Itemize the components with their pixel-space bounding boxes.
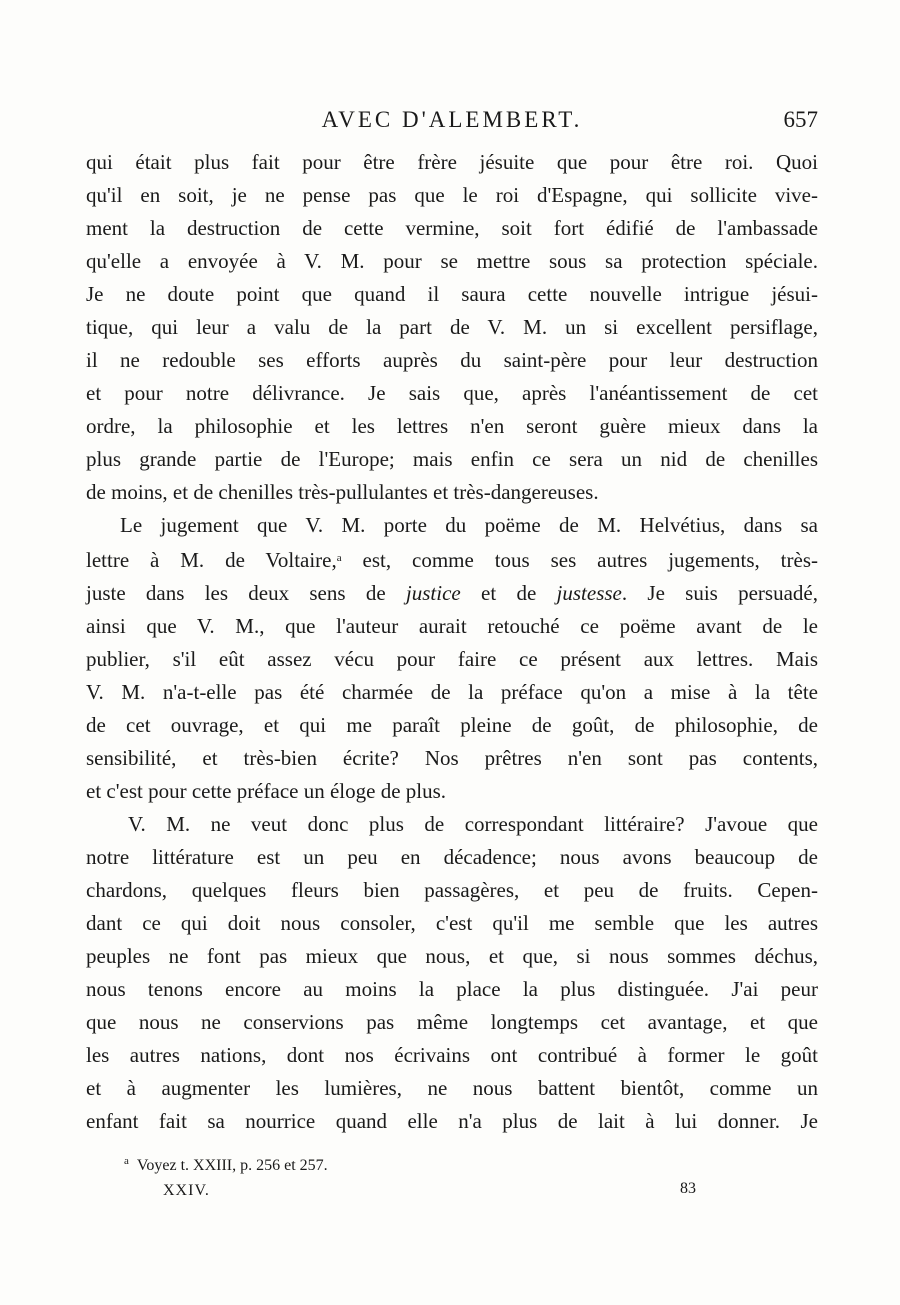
text-line: chardons, quelques fleurs bien passagères, et peu de fruits. Cepen- (86, 878, 818, 902)
signature-mark: XXIV. (163, 1182, 210, 1199)
text-line: qu'elle a envoyée à V. M. pour se mettre sous sa protection spéciale. (86, 249, 818, 273)
page-number: 657 (783, 107, 818, 132)
running-title: AVEC D'ALEMBERT. (321, 107, 583, 132)
body-text (86, 146, 818, 1138)
text-line: les autres nations, dont nos écrivains ont contribué à former le goût (86, 1043, 818, 1067)
footnote-marker: a (336, 552, 342, 564)
paragraph-3 (86, 808, 818, 1138)
text-line: V. M. ne veut donc plus de correspondant littéraire? J'avoue que (128, 812, 818, 836)
text-run: . Je suis persuadé, (621, 581, 818, 605)
text-line (86, 577, 818, 610)
text-line: et c'est pour cette préface un éloge de plus. (86, 779, 447, 803)
text-line: V. M. n'a-t-elle pas été charmée de la préface qu'on a mise à la tête (86, 680, 818, 704)
text-line: et à augmenter les lumières, ne nous battent bientôt, comme un (86, 1076, 818, 1100)
text-line: Le jugement que V. M. porte du poëme de M. Helvétius, dans sa (120, 513, 818, 537)
text-line: sensibilité, et très-bien écrite? Nos prêtres n'en sont pas contents, (86, 746, 818, 770)
italic-word: justesse (556, 581, 622, 605)
text-line: enfant fait sa nourrice quand elle n'a plus de lait à lui donner. Je (86, 1109, 818, 1133)
text-line: de moins, et de chenilles très-pullulantes et très-dangereuses. (86, 480, 599, 504)
footnote-text: Voyez t. XXIII, p. 256 et 257. (136, 1157, 328, 1174)
text-line: qui était plus fait pour être frère jésuite que pour être roi. Quoi (86, 150, 818, 174)
text-line: de cet ouvrage, et qui me paraît pleine de goût, de philosophie, de (86, 713, 818, 737)
italic-word: justice (405, 581, 461, 605)
text-line: il ne redouble ses efforts auprès du saint-père pour leur destruction (86, 348, 818, 372)
text-run: juste dans les deux sens de (86, 581, 406, 605)
text-run: lettre à M. de Voltaire, (86, 548, 337, 572)
text-line: ainsi que V. M., que l'auteur aurait retouché ce poëme avant de le (86, 614, 818, 638)
paragraph-2 (86, 509, 818, 808)
page-header (86, 104, 818, 136)
footnote (124, 1150, 328, 1177)
footnote-marker: a (124, 1155, 129, 1167)
text-line: publier, s'il eût assez vécu pour faire ce présent aux lettres. Mais (86, 647, 818, 671)
text-line: dant ce qui doit nous consoler, c'est qu'il me semble que les autres (86, 911, 818, 935)
text-line: notre littérature est un peu en décadence; nous avons beaucoup de (86, 845, 818, 869)
text-line: et pour notre délivrance. Je sais que, après l'anéantissement de cet (86, 381, 818, 405)
paragraph-1 (86, 146, 818, 509)
text-run: est, comme tous ses autres jugements, très- (341, 548, 818, 572)
text-run: et de (460, 581, 557, 605)
text-line: ment la destruction de cette vermine, soit fort édifié de l'ambassade (86, 216, 818, 240)
text-line: Je ne doute point que quand il saura cette nouvelle intrigue jésui- (86, 282, 818, 306)
text-line (86, 542, 818, 577)
text-line: peuples ne font pas mieux que nous, et que, si nous sommes déchus, (86, 944, 818, 968)
text-line: nous tenons encore au moins la place la plus distinguée. J'ai peur (86, 977, 818, 1001)
text-line: plus grande partie de l'Europe; mais enfin ce sera un nid de chenilles (86, 447, 818, 471)
text-line: que nous ne conservions pas même longtemps cet avantage, et que (86, 1010, 818, 1034)
text-line: tique, qui leur a valu de la part de V. M. un si excellent persiflage, (86, 315, 818, 339)
sheet-number: 83 (680, 1180, 696, 1197)
text-line: qu'il en soit, je ne pense pas que le roi d'Espagne, qui sollicite vive- (86, 183, 818, 207)
text-line: ordre, la philosophie et les lettres n'en seront guère mieux dans la (86, 414, 818, 438)
